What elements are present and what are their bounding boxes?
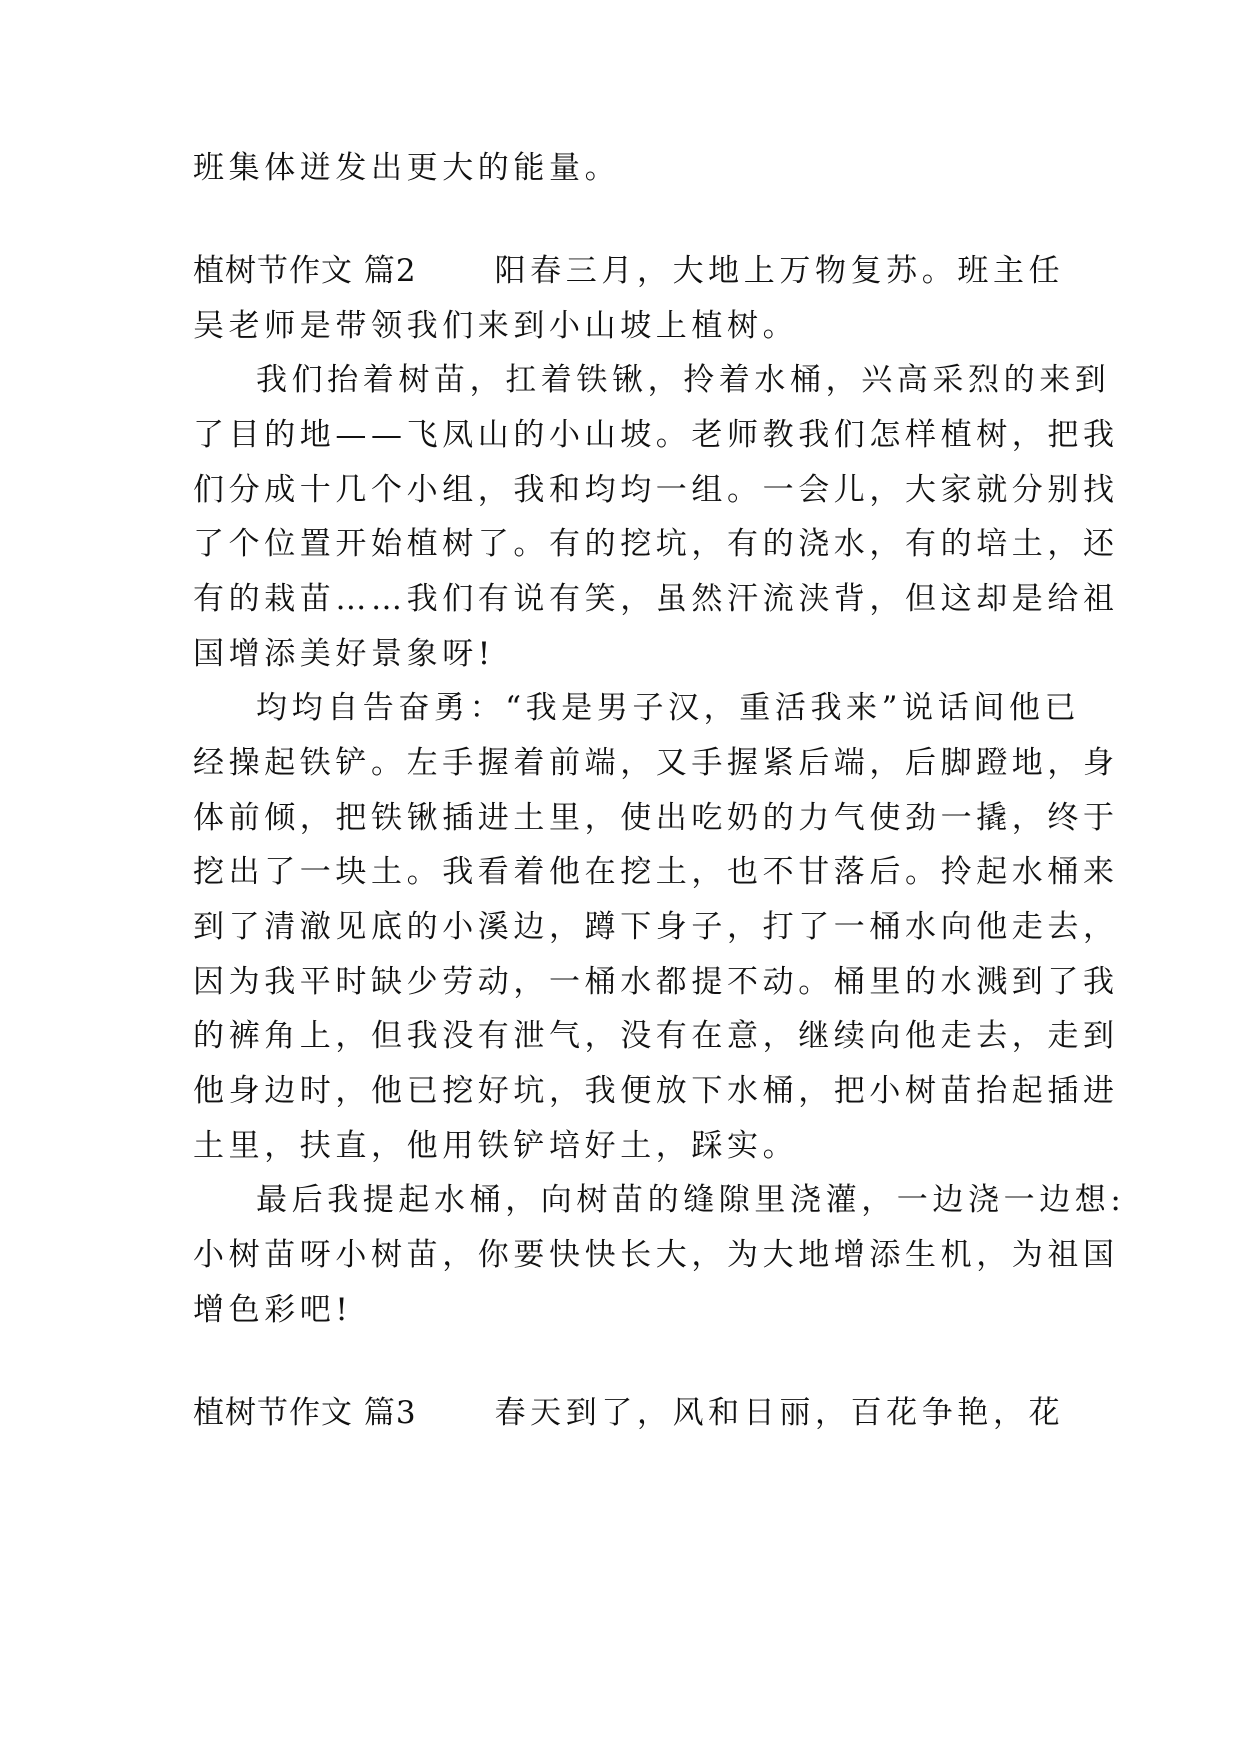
essay-heading-2 bbox=[193, 251, 1065, 291]
essay-opening-text: 春天到了，风和日丽，百花争艳，花 bbox=[494, 1395, 1065, 1431]
text-line: 到了清澈见底的小溪边，蹲下身子，打了一桶水向他走去， bbox=[193, 909, 1119, 945]
text-line: 他身边时，他已挖好坑，我便放下水桶，把小树苗抬起插进 bbox=[193, 1073, 1119, 1109]
text-line: 因为我平时缺少劳动，一桶水都提不动。桶里的水溅到了我 bbox=[193, 964, 1119, 1000]
text-line: 挖出了一块土。我看着他在挖土，也不甘落后。拎起水桶来 bbox=[193, 854, 1119, 890]
essay-opening-text: 阳春三月，大地上万物复苏。班主任 bbox=[494, 253, 1065, 289]
text-line: 们分成十几个小组，我和均均一组。一会儿，大家就分别找 bbox=[193, 472, 1119, 508]
text-line: 增色彩吧! bbox=[193, 1292, 353, 1328]
text-line: 班集体迸发出更大的能量。 bbox=[193, 150, 621, 186]
text-line: 了个位置开始植树了。有的挖坑，有的浇水，有的培土，还 bbox=[193, 526, 1119, 562]
paragraph-first-line: 最后我提起水桶，向树苗的缝隙里浇灌，一边浇一边想: bbox=[256, 1182, 1126, 1218]
text-line: 经操起铁铲。左手握着前端，又手握紧后端，后脚蹬地，身 bbox=[193, 745, 1119, 781]
text-line: 的裤角上，但我没有泄气，没有在意，继续向他走去，走到 bbox=[193, 1018, 1119, 1054]
essay-heading-3 bbox=[193, 1393, 1065, 1433]
text-line: 国增添美好景象呀! bbox=[193, 636, 495, 672]
essay-heading-label: 植树节作文 篇2 bbox=[193, 253, 417, 289]
text-line: 土里，扶直，他用铁铲培好土，踩实。 bbox=[193, 1128, 799, 1164]
text-line: 小树苗呀小树苗，你要快快长大，为大地增添生机，为祖国 bbox=[193, 1237, 1119, 1273]
text-line: 吴老师是带领我们来到小山坡上植树。 bbox=[193, 308, 799, 344]
text-line: 了目的地——飞凤山的小山坡。老师教我们怎样植树，把我 bbox=[193, 417, 1119, 453]
text-line: 体前倾，把铁锹插进土里，使出吃奶的力气使劲一撬，终于 bbox=[193, 800, 1119, 836]
text-line: 有的栽苗……我们有说有笑，虽然汗流浃背，但这却是给祖 bbox=[193, 581, 1119, 617]
paragraph-first-line: 均均自告奋勇：“我是男子汉，重活我来”说话间他已 bbox=[256, 690, 1081, 726]
essay-heading-label: 植树节作文 篇3 bbox=[193, 1395, 417, 1431]
paragraph-first-line: 我们抬着树苗，扛着铁锹，拎着水桶，兴高采烈的来到 bbox=[256, 362, 1111, 398]
